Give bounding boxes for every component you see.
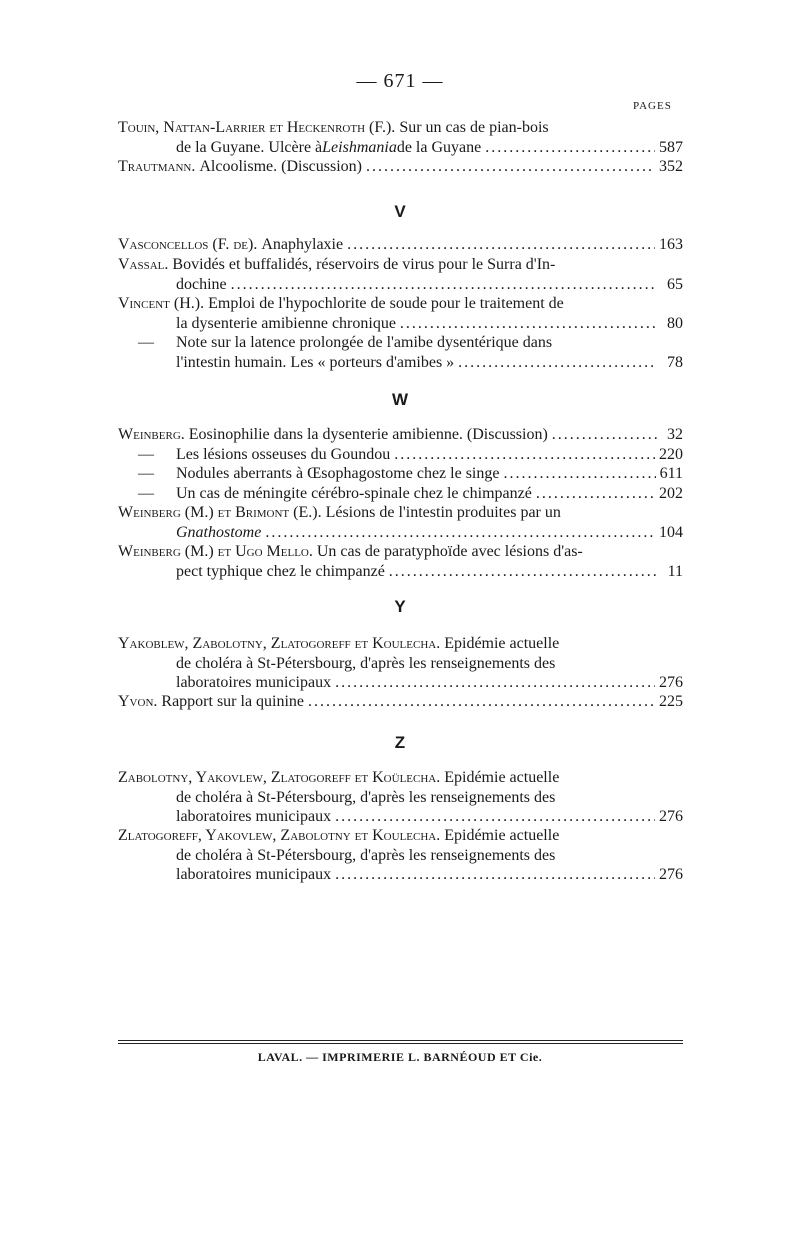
author: Trautmann. (118, 158, 196, 175)
page-ref: 65 (667, 275, 683, 293)
entry-text: Un cas de paratyphoïde avec lésions d'as- (316, 543, 583, 560)
dot-leader (366, 157, 655, 177)
section-letter-y: Y (394, 597, 406, 616)
author: Weinberg (M.) et Ugo Mello. (118, 543, 313, 560)
dot-leader (265, 523, 655, 543)
page-ref: 587 (659, 138, 683, 156)
index-entry-yakoblew (118, 634, 683, 693)
entry-text-italic: Leishmania (322, 138, 397, 156)
entry-text: Nodules aberrants à Œsophagostome chez le singe (176, 465, 500, 482)
section-letter-z: Z (394, 733, 406, 752)
entry-text: de choléra à St-Pétersbourg, d'après les renseignements des (176, 654, 556, 672)
page-ref: 104 (659, 523, 683, 541)
dot-leader (389, 562, 657, 582)
page-ref: 611 (659, 465, 683, 482)
section-letter-v: V (394, 202, 406, 221)
entry-text: Anaphylaxie (261, 236, 344, 253)
dot-leader (503, 464, 655, 484)
author: Yakoblew, Zabolotny, Zlatogoreff et Koulecha. (118, 635, 441, 652)
page-ref: 11 (667, 562, 683, 580)
entry-text: Emploi de l'hypochlorite de soude pour le traitement de (208, 295, 564, 312)
entry-text: Sur un cas de pian-bois (399, 119, 549, 136)
entry-text: Bovidés et buffalidés, réservoirs de virus pour le Surra d'In- (172, 256, 556, 273)
index-entry-vasconcellos (118, 235, 683, 255)
footer-rule (118, 1040, 683, 1044)
page-ref: 352 (659, 158, 683, 175)
dot-leader (394, 445, 655, 465)
entry-text: laboratoires municipaux (176, 674, 332, 691)
index-entry-vassal (118, 255, 683, 294)
dot-leader (308, 692, 655, 712)
page-ref: 276 (659, 808, 683, 825)
dot-leader (458, 353, 657, 373)
page-ref: 78 (667, 353, 683, 371)
author: Zlatogoreff, Yakovlew, Zabolotny et Koulecha. (118, 827, 441, 844)
printer-imprint: LAVAL. — IMPRIMERIE L. BARNÉOUD ET Cie. (257, 1050, 543, 1064)
author: Vasconcellos (F. de). (118, 236, 258, 253)
entry-text: Lésions de l'intestin produites par un (325, 504, 561, 521)
entry-text-italic: Gnathostome (176, 523, 262, 541)
entry-text: de la Guyane (396, 138, 482, 156)
page-ref: 225 (659, 693, 683, 710)
author: Zabolotny, Yakovlew, Zlatogoreff et Koülecha. (118, 769, 441, 786)
author: Touin, Nattan-Larrier et Heckenroth (F.). (118, 119, 396, 136)
index-entry-yvon (118, 692, 683, 712)
author: Weinberg (M.) et Brimont (E.). (118, 504, 322, 521)
page-ref: 163 (659, 236, 683, 253)
index-entry-zabolotny (118, 768, 683, 827)
page-ref: 202 (659, 484, 683, 502)
dot-leader (400, 314, 657, 334)
dot-leader (231, 275, 657, 295)
page-ref: 276 (659, 866, 683, 883)
entry-text: laboratoires municipaux (176, 866, 332, 883)
entry-text: Epidémie actuelle (444, 827, 560, 844)
index-entry-trautmann (118, 157, 683, 177)
entry-text: l'intestin humain. Les « porteurs d'amibes » (176, 353, 455, 371)
entry-text: Epidémie actuelle (444, 635, 560, 652)
ditto-dash: — (138, 445, 154, 463)
entry-text: de la Guyane. Ulcère à (176, 138, 323, 156)
page-number: — 671 — (356, 70, 444, 92)
author: Vincent (H.). (118, 295, 205, 312)
page-ref: 80 (667, 314, 683, 332)
index-entry-weinberg (118, 425, 683, 503)
entry-text: Rapport sur la quinine (161, 693, 305, 710)
entry-text: Eosinophilie dans la dysenterie amibienne. (Discussion) (188, 426, 548, 443)
author: Vassal. (118, 256, 169, 273)
entry-text: Epidémie actuelle (444, 769, 560, 786)
dot-leader (536, 484, 655, 504)
page-ref: 32 (667, 426, 683, 443)
entry-text: de choléra à St-Pétersbourg, d'après les renseignements des (176, 846, 556, 864)
dot-leader (335, 807, 655, 827)
page-ref: 220 (659, 445, 683, 463)
dot-leader (335, 673, 655, 693)
author: Yvon. (118, 693, 158, 710)
entry-text: la dysenterie amibienne chronique (176, 314, 396, 332)
entry-text: laboratoires municipaux (176, 808, 332, 825)
entry-text: Un cas de méningite cérébro-spinale chez le chimpanzé (176, 484, 532, 502)
index-entry-weinberg-mello (118, 542, 683, 581)
page-ref: 276 (659, 674, 683, 691)
ditto-dash: — (138, 334, 154, 351)
author: Weinberg. (118, 426, 185, 443)
ditto-dash: — (138, 484, 154, 502)
entry-text: de choléra à St-Pétersbourg, d'après les renseignements des (176, 788, 556, 806)
index-entry-touin (118, 118, 683, 157)
entry-text: Les lésions osseuses du Goundou (176, 445, 391, 463)
dot-leader (335, 865, 655, 885)
section-letter-w: W (391, 390, 409, 409)
index-entry-vincent (118, 294, 683, 372)
entry-text: Alcoolisme. (Discussion) (199, 158, 362, 175)
ditto-dash: — (138, 465, 154, 482)
entry-text: pect typhique chez le chimpanzé (176, 562, 385, 580)
pages-column-label: PAGES (633, 100, 672, 112)
dot-leader (552, 425, 657, 445)
entry-text: dochine (176, 275, 227, 293)
index-entry-zlatogoreff (118, 826, 683, 885)
index-entry-weinberg-brimont (118, 503, 683, 542)
dot-leader (347, 235, 655, 255)
entry-text: Note sur la latence prolongée de l'amibe dysentérique dans (176, 334, 553, 351)
dot-leader (485, 138, 655, 158)
